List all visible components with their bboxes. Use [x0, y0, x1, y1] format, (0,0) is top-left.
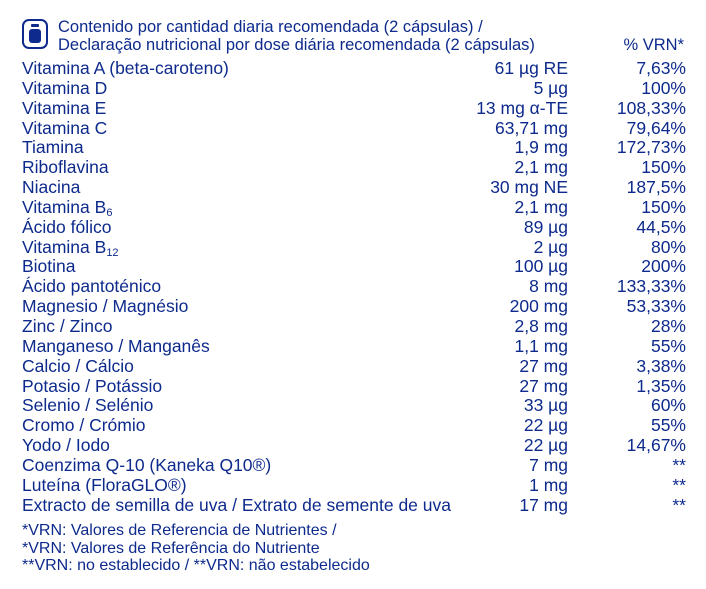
table-row	[22, 297, 686, 317]
nutrient-amount: 7 mg	[529, 454, 568, 475]
nutrient-vrn: 55%	[650, 415, 686, 436]
table-row	[22, 377, 686, 397]
nutrient-amount: 2 µg	[533, 236, 568, 257]
nutrient-vrn: 172,73%	[616, 137, 686, 158]
nutrient-vrn: 150%	[641, 196, 686, 217]
nutrient-amount: 89 µg	[523, 216, 568, 237]
nutrient-name: Ácido fólico	[22, 216, 112, 237]
nutrient-name: Niacina	[22, 177, 81, 198]
nutrient-subscript: 12	[106, 246, 119, 259]
footnote-es: *VRN: Valores de Referencia de Nutrientes /	[22, 522, 337, 539]
nutrient-amount: 200 mg	[509, 296, 568, 317]
nutrient-name: Riboflavina	[22, 157, 109, 178]
nutrient-table	[22, 59, 686, 515]
footnote-not-established: **VRN: no establecido / **VRN: não estabelecido	[22, 557, 370, 574]
nutrient-amount: 8 mg	[529, 276, 568, 297]
nutrient-amount: 61 µg RE	[494, 58, 568, 78]
nutrient-vrn: 44,5%	[636, 216, 686, 237]
nutrient-name: Zinc / Zinco	[22, 315, 113, 336]
table-row	[22, 119, 686, 139]
vrn-column-header: % VRN*	[623, 36, 684, 54]
nutrient-vrn: 187,5%	[626, 177, 686, 198]
nutrient-amount: 1 mg	[529, 474, 568, 495]
nutrient-vrn: 55%	[650, 335, 686, 356]
nutrient-vrn: 100%	[641, 77, 686, 98]
footnote-pt: *VRN: Valores de Referência do Nutriente	[22, 539, 320, 557]
nutrient-name: Vitamina C	[22, 117, 108, 138]
nutrient-vrn: 60%	[650, 395, 686, 416]
nutrient-vrn: 200%	[641, 256, 686, 277]
nutrient-vrn: 53,33%	[626, 296, 686, 317]
table-row	[22, 357, 686, 377]
nutrient-amount: 100 µg	[514, 256, 568, 277]
nutrient-name: Vitamina E	[22, 97, 107, 118]
table-row	[22, 476, 686, 496]
nutrient-amount: 5 µg	[533, 77, 568, 98]
table-row	[22, 138, 686, 158]
nutrient-amount: 13 mg α-TE	[476, 97, 568, 118]
table-row	[22, 218, 686, 238]
nutrient-vrn: 79,64%	[626, 117, 686, 138]
nutrient-amount: 17 mg	[519, 494, 568, 515]
nutrient-name: Selenio / Selénio	[22, 395, 154, 416]
nutrient-name: Vitamina $B_{12}$	[22, 236, 119, 259]
nutrient-name: Yodo / Iodo	[22, 435, 110, 456]
table-row	[22, 337, 686, 357]
nutrient-name: Vitamina D	[22, 77, 108, 98]
nutrient-name: Extracto de semilla de uva / Extrato de semente de uva	[22, 494, 451, 515]
table-header	[22, 18, 692, 58]
nutrient-vrn: 108,33%	[616, 97, 686, 118]
nutrient-vrn: 7,63%	[636, 58, 686, 78]
table-row	[22, 238, 686, 258]
table-row	[22, 79, 686, 99]
nutrient-amount: 2,1 mg	[514, 157, 568, 178]
nutrient-amount: 2,1 mg	[514, 196, 568, 217]
nutrient-name: Magnesio / Magnésio	[22, 296, 189, 317]
nutrient-vrn: **	[672, 494, 686, 515]
table-row	[22, 257, 686, 277]
nutrient-vrn: **	[672, 474, 686, 495]
nutrient-name: Vitamina $B_6$	[22, 196, 113, 219]
nutrient-vrn: 80%	[650, 236, 686, 257]
table-row	[22, 416, 686, 436]
nutrient-name: Biotina	[22, 256, 76, 277]
nutrient-amount: 22 µg	[523, 415, 568, 436]
table-row	[22, 99, 686, 119]
nutrient-amount: 22 µg	[523, 435, 568, 456]
header-line-pt: Declaração nutricional por dose diária recomendada (2 cápsulas)	[58, 36, 535, 54]
nutrient-amount: 2,8 mg	[514, 315, 568, 336]
nutrient-amount: 63,71 mg	[495, 117, 568, 138]
nutrient-amount: 27 mg	[519, 375, 568, 396]
nutrient-name: Vitamina A (beta-caroteno)	[22, 58, 229, 78]
nutrient-name: Luteína (FloraGLO®)	[22, 474, 187, 495]
nutrient-name: Ácido pantoténico	[22, 276, 162, 297]
table-row	[22, 198, 686, 218]
table-row	[22, 496, 686, 516]
nutrient-subscript: 6	[106, 206, 113, 219]
nutrient-vrn: 14,67%	[626, 435, 686, 456]
table-row	[22, 158, 686, 178]
nutrient-name: Tiamina	[22, 137, 84, 158]
capsule-bottle-icon	[22, 19, 48, 49]
nutrient-vrn: 3,38%	[636, 355, 686, 376]
nutrient-name: Manganeso / Manganês	[22, 335, 210, 356]
nutrient-name: Potasio / Potássio	[22, 375, 163, 396]
table-row	[22, 456, 686, 476]
footnotes	[22, 522, 370, 575]
nutrient-vrn: **	[672, 454, 686, 475]
nutrient-vrn: 1,35%	[636, 375, 686, 396]
table-row	[22, 59, 686, 79]
nutrient-vrn: 133,33%	[616, 276, 686, 297]
nutrient-vrn: 28%	[650, 315, 686, 336]
nutrient-name: Cromo / Crómio	[22, 415, 146, 436]
nutrient-amount: 30 mg NE	[490, 177, 568, 198]
nutrient-name: Coenzima Q-10 (Kaneka Q10®)	[22, 454, 272, 475]
nutrient-vrn: 150%	[641, 157, 686, 178]
nutrient-amount: 1,9 mg	[514, 137, 568, 158]
nutrient-amount: 27 mg	[519, 355, 568, 376]
table-row	[22, 396, 686, 416]
nutrient-name: Calcio / Cálcio	[22, 355, 134, 376]
table-row	[22, 277, 686, 297]
table-row	[22, 317, 686, 337]
header-line-es: Contenido por cantidad diaria recomendada (2 cápsulas) /	[58, 18, 483, 36]
nutrient-amount: 1,1 mg	[514, 335, 568, 356]
table-row	[22, 436, 686, 456]
nutrient-amount: 33 µg	[523, 395, 568, 416]
table-row	[22, 178, 686, 198]
